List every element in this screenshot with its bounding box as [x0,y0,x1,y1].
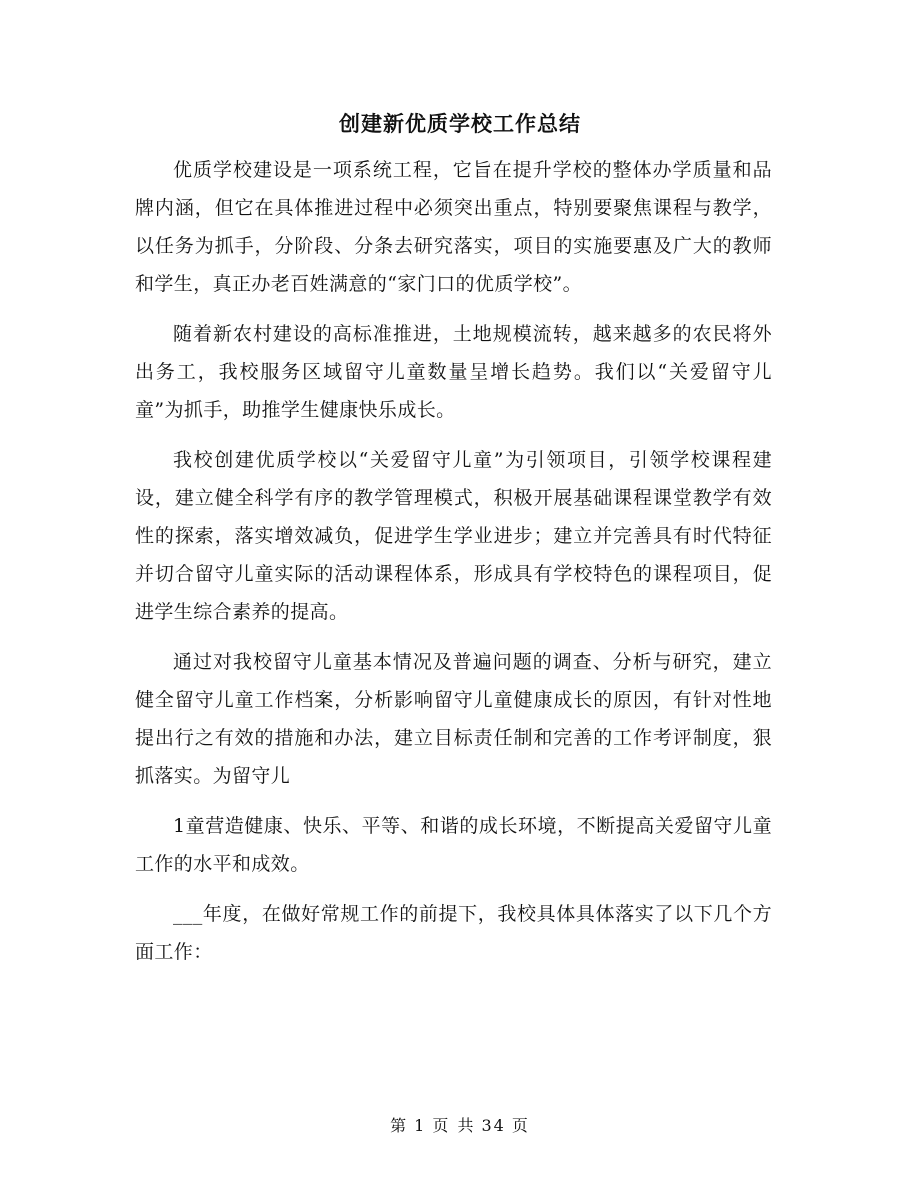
page-footer [0,1113,920,1136]
document-body [135,151,772,983]
document-title: 创建新优质学校工作总结 [339,111,581,136]
paragraph-6: ___年度，在做好常规工作的前提下，我校具体具体落实了以下几个方面工作： [135,903,772,963]
footer-suffix: 页 [511,1116,530,1135]
paragraph-2: 随着新农村建设的高标准推进，土地规模流转，越来越多的农民将外出务工，我校服务区域留守儿童数量呈增长趋势。我们以“关爱留守儿童”为抓手，助推学生健康快乐成长。 [135,323,772,421]
footer-middle: 页 共 [432,1116,476,1135]
paragraph-5: 1童营造健康、快乐、平等、和谐的成长环境，不断提高关爱留守儿童工作的水平和成效。 [135,815,772,875]
footer-total-pages: 34 [481,1116,506,1135]
paragraph-4: 通过对我校留守儿童基本情况及普遍问题的调查、分析与研究，建立健全留守儿童工作档案，分析影响留守儿童健康成长的原因，有针对性地提出行之有效的措施和办法，建立目标责任制和完善的工作考评制度，狠抓落实。为留守儿 [135,651,772,787]
footer-current-page: 1 [414,1116,427,1135]
paragraph-1: 优质学校建设是一项系统工程，它旨在提升学校的整体办学质量和品牌内涵，但它在具体推进过程中必须突出重点，特别要聚焦课程与教学，以任务为抓手，分阶段、分条去研究落实，项目的实施要惠及广大的教师和学生，真正办老百姓满意的“家门口的优质学校”。 [135,159,772,295]
footer-prefix: 第 [390,1116,409,1135]
paragraph-3: 我校创建优质学校以“关爱留守儿童”为引领项目，引领学校课程建设，建立健全科学有序的教学管理模式，积极开展基础课程课堂教学有效性的探索，落实增效减负，促进学生学业进步；建立并完善具有时代特征并切合留守儿童实际的活动课程体系，形成具有学校特色的课程项目，促进学生综合素养的提高。 [135,449,772,623]
